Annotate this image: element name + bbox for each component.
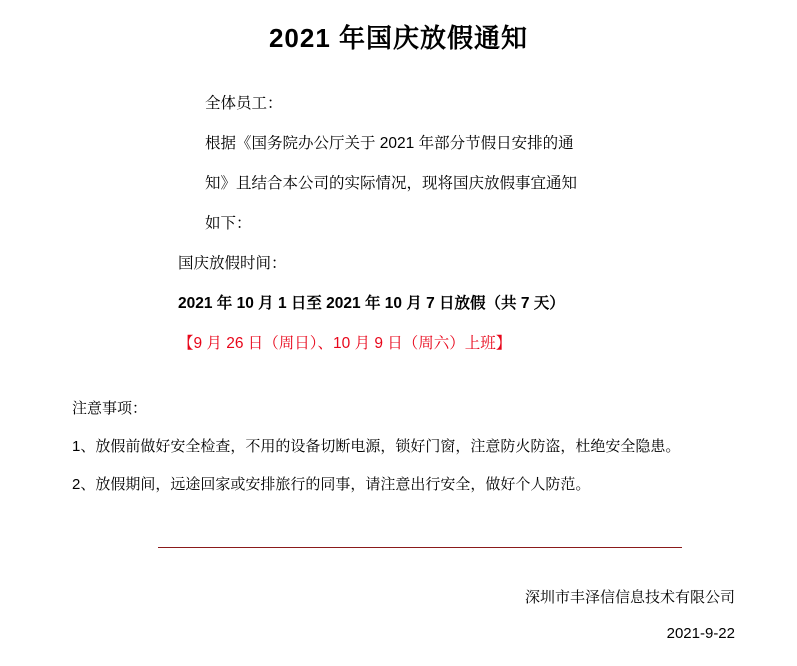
notes-title: 注意事项： [72,399,148,417]
signature-company: 深圳市丰泽信信息技术有限公司 [524,589,735,606]
signature-date: 2021-9-22 [666,625,735,642]
signature-block [0,580,797,652]
paragraph-basis-line-3: 如下： [205,214,252,232]
document-body [0,84,797,504]
note-item-1: 1、放假前做好安全检查，不用的设备切断电源，锁好门窗，注意防火防盗，杜绝安全隐患。 [72,437,681,455]
paragraph-holiday-label: 国庆放假时间： [178,254,287,272]
paragraph-basis-line-1: 根据《国务院办公厅关于 2021 年部分节假日安排的通 [205,134,574,152]
document-page [0,22,797,666]
note-item-2: 2、放假期间，远途回家或安排旅行的同事，请注意出行安全，做好个人防范。 [72,475,591,493]
paragraph-workday-note: 【9 月 26 日（周日）、10 月 9 日（周六）上班】 [178,334,512,352]
paragraph-greeting: 全体员工： [205,94,283,112]
note-row-2 [0,466,797,504]
paragraph-basis-line-2: 知》且结合本公司的实际情况，现将国庆放假事宜通知 [205,174,578,192]
note-row-1 [0,428,797,466]
note-underline [158,547,682,548]
section-spacer [0,364,797,390]
paragraph-holiday-range: 2021 年 10 月 1 日至 2021 年 10 月 7 日放假（共 7 天） [178,294,565,312]
page-title: 2021 年国庆放假通知 [268,23,529,53]
